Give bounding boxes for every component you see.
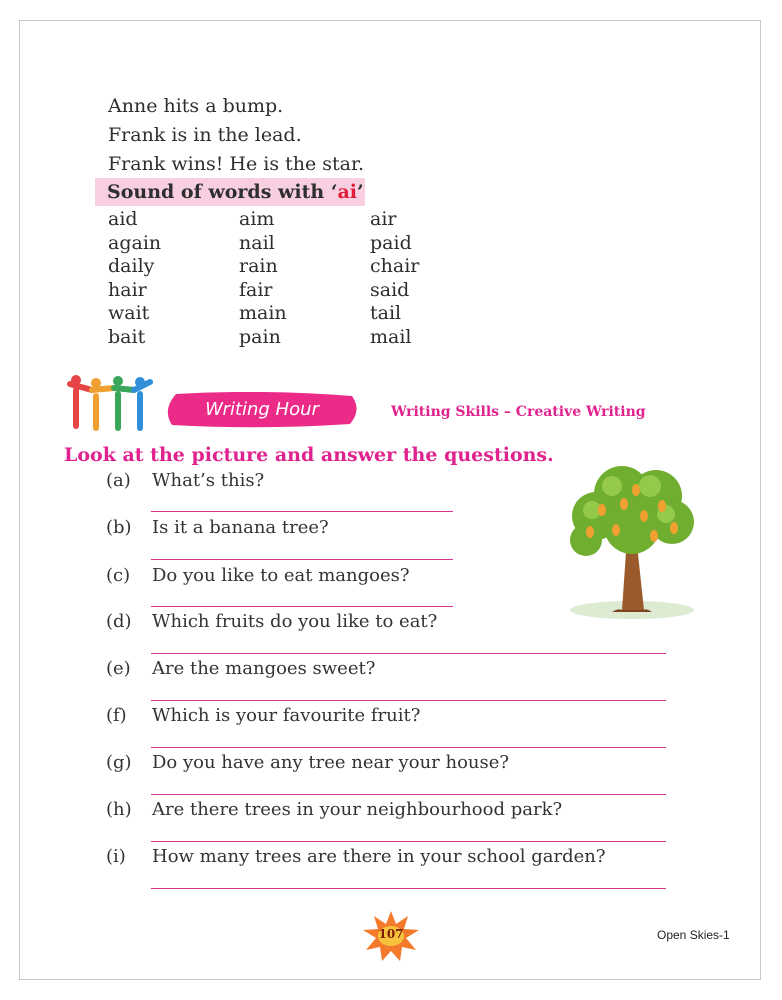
answer-line[interactable] xyxy=(151,794,666,795)
page-number: 107 xyxy=(378,927,404,941)
word-column-1 xyxy=(108,208,161,350)
question-label: (b) xyxy=(106,517,132,538)
question-label: (g) xyxy=(106,752,132,773)
question-item xyxy=(0,705,782,735)
word: main xyxy=(239,302,287,325)
children-holding-hands-icon xyxy=(62,374,154,432)
answer-line[interactable] xyxy=(151,559,453,560)
question-text: Are there trees in your neighbourhood park? xyxy=(152,799,563,820)
question-text: Are the mangoes sweet? xyxy=(152,658,376,679)
word: air xyxy=(370,208,397,230)
question-text: Which is your favourite fruit? xyxy=(152,705,421,726)
phonics-heading-prefix: Sound of words with xyxy=(107,181,331,203)
word-column-2 xyxy=(239,208,287,350)
question-label: (a) xyxy=(106,470,131,491)
phonics-sound: ai xyxy=(337,181,357,203)
story-line: Frank wins! He is the star. xyxy=(108,153,365,175)
word: pain xyxy=(239,325,281,348)
question-label: (d) xyxy=(106,611,132,632)
answer-line[interactable] xyxy=(151,700,666,701)
question-label: (c) xyxy=(106,565,131,586)
word: mail xyxy=(370,325,412,348)
story-text xyxy=(108,92,364,179)
word: paid xyxy=(370,231,412,254)
mango-tree-illustration xyxy=(562,460,700,620)
answer-line[interactable] xyxy=(151,747,666,748)
question-text: How many trees are there in your school garden? xyxy=(152,846,606,867)
answer-line[interactable] xyxy=(151,888,666,889)
question-text: What’s this? xyxy=(152,470,265,491)
question-item xyxy=(0,846,782,876)
question-text: Do you like to eat mangoes? xyxy=(152,565,410,586)
word: again xyxy=(108,231,162,254)
word-column-3 xyxy=(370,208,419,350)
question-text: Do you have any tree near your house? xyxy=(152,752,510,773)
word: hair xyxy=(108,278,147,301)
word: aim xyxy=(239,208,275,230)
question-text: Which fruits do you like to eat? xyxy=(152,611,438,632)
phonics-heading-close-quote: ’ xyxy=(356,181,364,203)
question-label: (i) xyxy=(106,846,126,867)
answer-line[interactable] xyxy=(151,841,666,842)
question-label: (h) xyxy=(106,799,132,820)
question-label: (f) xyxy=(106,705,127,726)
word: tail xyxy=(370,302,402,325)
answer-line[interactable] xyxy=(151,511,453,512)
question-item xyxy=(0,752,782,782)
word: nail xyxy=(239,231,275,254)
word: chair xyxy=(370,255,420,278)
phonics-heading-open-quote: ‘ xyxy=(330,181,338,203)
story-line: Anne hits a bump. xyxy=(108,95,284,117)
answer-line[interactable] xyxy=(151,653,666,654)
instruction: Look at the picture and answer the questions. xyxy=(64,444,554,466)
skills-subtitle: Writing Skills – Creative Writing xyxy=(391,404,646,420)
question-label: (e) xyxy=(106,658,131,679)
word: bait xyxy=(108,325,146,348)
question-text: Is it a banana tree? xyxy=(152,517,329,538)
word: aid xyxy=(108,208,138,230)
question-item xyxy=(0,658,782,688)
word: said xyxy=(370,278,410,301)
word: wait xyxy=(108,302,150,325)
answer-line[interactable] xyxy=(151,606,453,607)
phonics-heading xyxy=(95,178,365,206)
writing-hour-banner xyxy=(162,392,362,428)
story-line: Frank is in the lead. xyxy=(108,124,302,146)
word: rain xyxy=(239,255,278,278)
question-item xyxy=(0,799,782,829)
word: daily xyxy=(108,255,155,278)
series-name: Open Skies-1 xyxy=(657,928,730,942)
word: fair xyxy=(239,278,273,301)
banner-label: Writing Hour xyxy=(205,399,319,420)
